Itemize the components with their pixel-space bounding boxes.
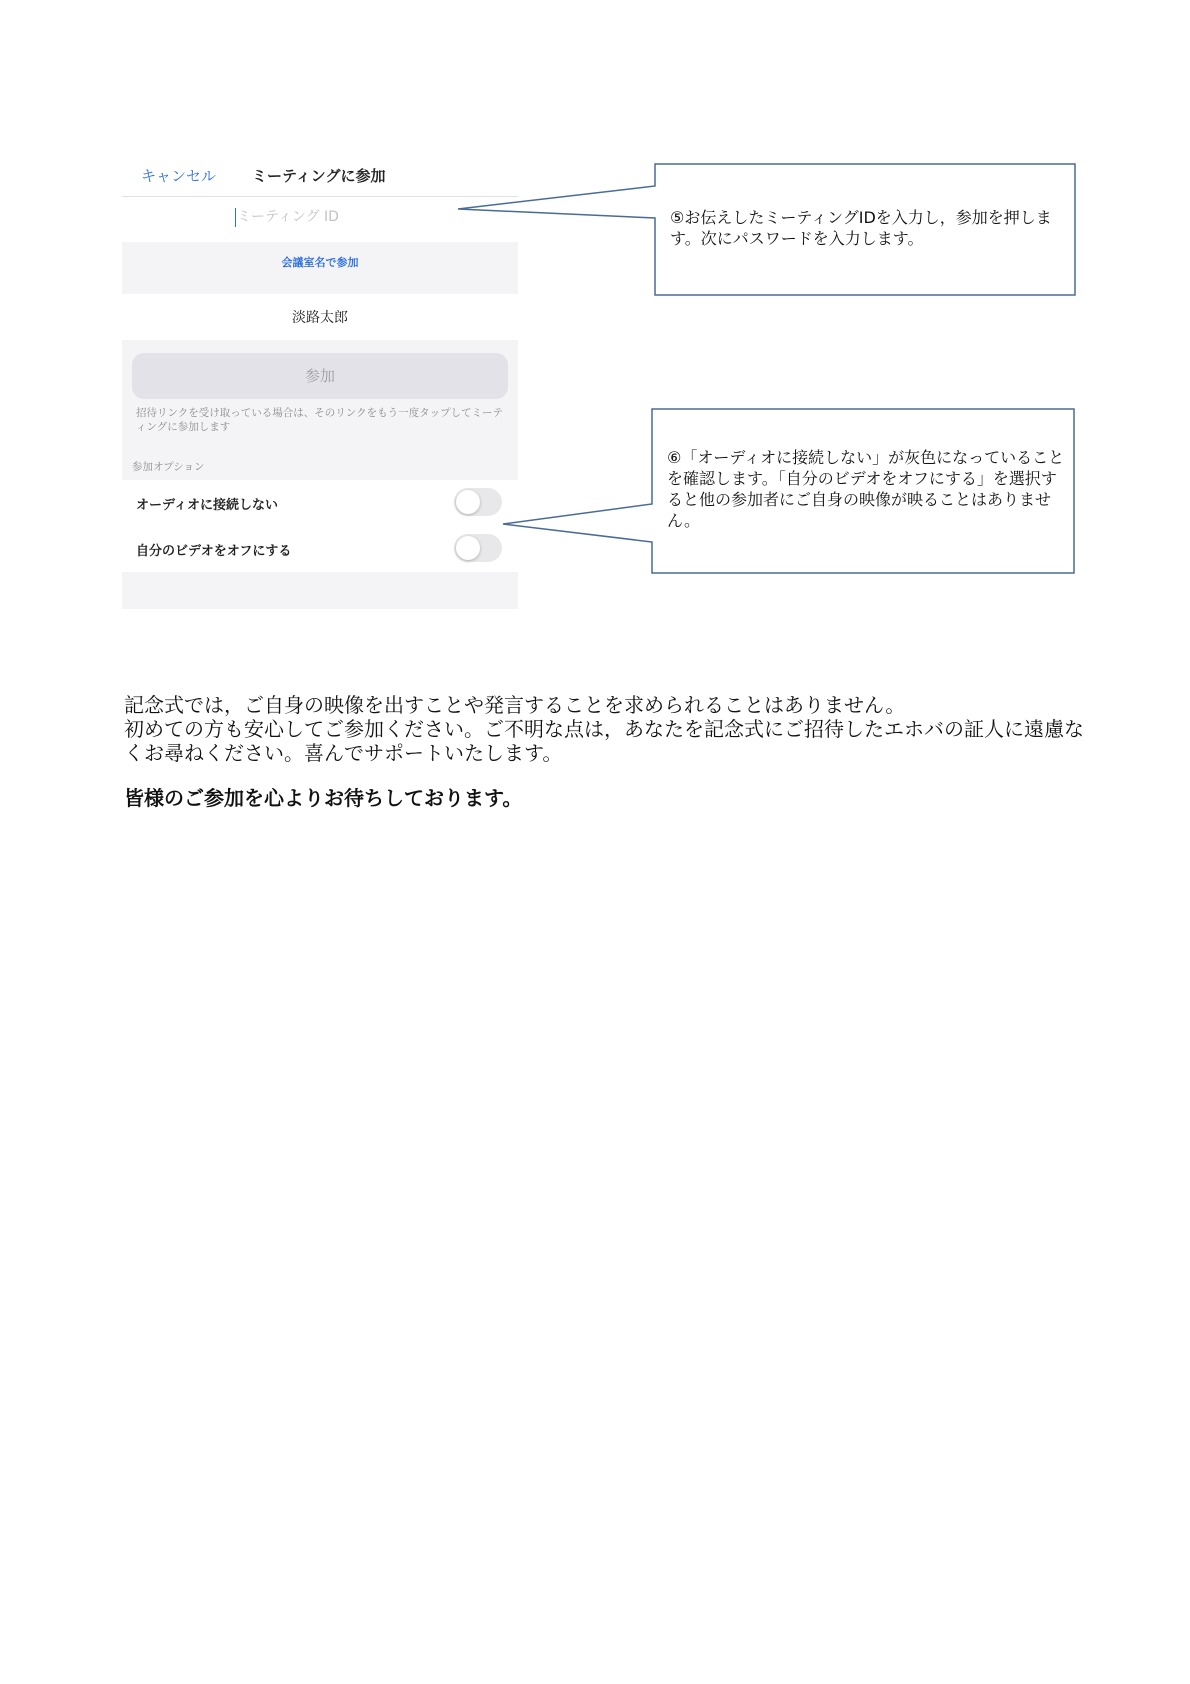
body-paragraph-1: 記念式では，ご自身の映像を出すことや発言することを求められることはありません。 — [124, 693, 906, 717]
callout-shapes — [0, 0, 1190, 700]
callout-step-6: ⑥「オーディオに接続しない」が灰色になっていることを確認します。「自分のビデオをオフにする」を選択すると他の参加者にご自身の映像が映ることはありません。 — [667, 448, 1065, 530]
invite-link-hint: 招待リンクを受け取っている場合は、そのリンクをもう一度タップしてミーティングに参加します — [136, 407, 504, 433]
display-name-field[interactable]: 淡路太郎 — [292, 310, 348, 326]
option-label: 自分のビデオをオフにする — [136, 544, 292, 559]
callout-step-5: ⑤お伝えしたミーティングIDを入力し，参加を押します。次にパスワードを入力します。 — [670, 208, 1052, 248]
join-button[interactable]: 参加 — [132, 353, 508, 399]
option-label: オーディオに接続しない — [136, 498, 278, 513]
join-options-header: 参加オプション — [132, 461, 205, 473]
screen-title: ミーティングに参加 — [252, 167, 386, 185]
body-paragraph-2: 初めての方も安心してご参加ください。ご不明な点は，あなたを記念式にご招待したエホバの証人に遠慮なくお尋ねください。喜んでサポートいたします。 — [124, 717, 1084, 765]
closing-line: 皆様のご参加を心よりお待ちしております。 — [124, 786, 523, 810]
join-by-room-name-link[interactable]: 会議室名で参加 — [281, 256, 359, 269]
cancel-button[interactable]: キャンセル — [141, 167, 217, 185]
